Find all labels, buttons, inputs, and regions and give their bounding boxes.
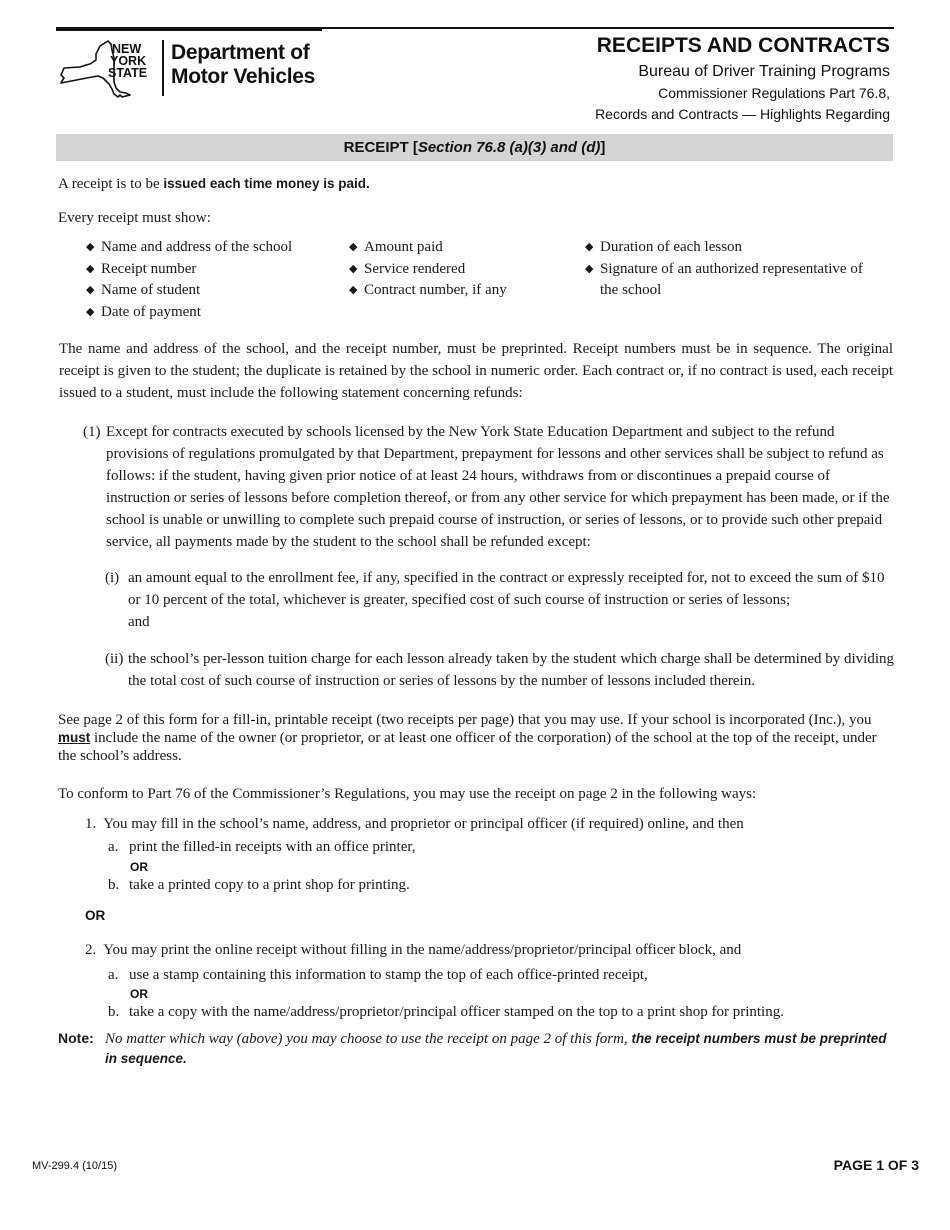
- document-header: [595, 33, 890, 125]
- list-item: [349, 280, 569, 302]
- diamond-bullet-icon: ◆: [585, 262, 594, 275]
- refund-exception-i: [105, 567, 895, 633]
- section-citation: Section 76.8 (a)(3) and (d): [417, 139, 601, 156]
- list-item: [86, 302, 326, 324]
- way-number: 1.: [85, 816, 97, 832]
- receipt-intro-text: A receipt is to be: [58, 176, 164, 192]
- logo-state-line: STATE: [108, 66, 148, 80]
- list-item-text-continued: the school: [600, 282, 662, 299]
- item-text: the school’s per-lesson tuition charge for each lesson already taken by the student which charge shall be determined by dividing the total cost of such course of instruction or series of lessons by the number of lessons included therein.: [128, 651, 895, 689]
- note-text: [105, 1029, 894, 1068]
- note-label: Note:: [58, 1030, 94, 1046]
- list-item: [585, 259, 885, 302]
- logo-divider: [162, 40, 164, 96]
- option-text: print the filled-in receipts with an office printer,: [129, 839, 416, 855]
- see-page-2-paragraph: [58, 711, 894, 765]
- note-italic-text: No matter which way (above) you may choose to use the receipt on page 2 of this form,: [105, 1031, 632, 1047]
- item-text: [128, 567, 895, 633]
- bullet-list-column-2: [349, 237, 569, 302]
- option-letter: a.: [108, 967, 119, 983]
- way-text: You may print the online receipt without filling in the name/address/proprietor/principal officer block, and: [103, 942, 742, 958]
- logo-dept-line: Department of: [171, 41, 310, 64]
- list-item-text: Name and address of the school: [101, 239, 293, 255]
- item-text: Except for contracts executed by schools licensed by the New York State Education Department and subject to the refund provisions of regulations promulgated by that Department, prepayment for lessons and other services shall be subject to refund as follows: if the student, having given prior notice of at least 24 hours, withdraws from or discontinues a prepaid course of instruction or series of lessons before completion thereof, or from any other service for which prepayment has been made, or if the school is unable or unwilling to complete such prepaid course of instruction, or series of lessons, or to provide such other prepaid service, all payments made by the student to the school shall be refunded except:: [106, 424, 890, 550]
- header-rule-thick: [56, 27, 322, 31]
- section-label: RECEIPT [: [343, 139, 418, 156]
- refund-statement-item-1: [83, 421, 895, 553]
- section-heading-receipt: [56, 134, 893, 161]
- or-separator: OR: [130, 987, 148, 1001]
- logo-state-line: YORK: [110, 54, 147, 68]
- way-text: You may fill in the school’s name, address, and proprietor or principal officer (if required) online, and then: [103, 816, 744, 832]
- list-item-text: Signature of an authorized representative of: [600, 260, 863, 277]
- emphasis-must: must: [58, 730, 91, 745]
- bureau-name: Bureau of Driver Training Programs: [638, 63, 890, 80]
- regulation-line: Commissioner Regulations Part 76.8,: [658, 85, 890, 101]
- regulation-line: Records and Contracts — Highlights Regarding: [595, 106, 890, 122]
- form-number: MV-299.4 (10/15): [32, 1160, 117, 1172]
- diamond-bullet-icon: ◆: [86, 241, 95, 253]
- logo-department-name: [171, 41, 315, 89]
- every-receipt-heading: Every receipt must show:: [58, 210, 211, 226]
- way-1-option-a: [108, 836, 416, 858]
- name-address-paragraph: The name and address of the school, and the receipt number, must be preprinted. Receipt numbers must be in sequence. The original receipt is given to the student; the duplicate is retained by the school in numeric order. Each contract or, if no contract is used, each receipt issued to a student, must include the following statement concerning refunds:: [59, 341, 893, 401]
- page-number: PAGE 1 OF 3: [833, 1157, 919, 1173]
- option-text: take a printed copy to a print shop for printing.: [129, 877, 410, 893]
- note-bold-text: the receipt numbers must be preprinted in sequence.: [105, 1031, 887, 1066]
- logo-dept-line: Motor Vehicles: [171, 65, 316, 88]
- list-item-text: Service rendered: [364, 260, 466, 277]
- header-rule-thin: [322, 27, 894, 29]
- diamond-bullet-icon: ◆: [86, 284, 95, 297]
- diamond-bullet-icon: ◆: [86, 262, 95, 275]
- or-separator-main: OR: [85, 908, 106, 923]
- diamond-bullet-icon: ◆: [349, 262, 358, 275]
- diamond-bullet-icon: ◆: [349, 241, 358, 253]
- way-2-option-b: [108, 1001, 784, 1023]
- list-item: [585, 237, 885, 259]
- diamond-bullet-icon: ◆: [86, 306, 95, 319]
- item-number: (ii): [105, 651, 124, 667]
- note-block: [58, 1029, 894, 1068]
- conform-paragraph: To conform to Part 76 of the Commissioner’s Regulations, you may use the receipt on page 2 in the following ways:: [58, 786, 757, 802]
- list-item-text: Name of student: [101, 282, 201, 299]
- item-number: (i): [105, 570, 120, 586]
- diamond-bullet-icon: ◆: [585, 241, 594, 253]
- bullet-list-column-3: [585, 237, 885, 302]
- way-1: [85, 813, 744, 835]
- receipt-intro-paragraph: [58, 173, 370, 195]
- document-title: RECEIPTS AND CONTRACTS: [596, 34, 890, 57]
- diamond-bullet-icon: ◆: [349, 284, 358, 297]
- list-item-text: Duration of each lesson: [600, 239, 743, 255]
- paragraph-text: See page 2 of this form for a fill-in, printable receipt (two receipts per page) that you may use. If your school is incorporated (Inc.), you: [58, 712, 872, 728]
- item-text-body: an amount equal to the enrollment fee, if any, specified in the contract or expressly receipted for, not to exceed the sum of $10 or 10 percent of the total, whichever is greater, specified cost of such course of instruction or series of lessons;: [128, 570, 885, 608]
- way-number: 2.: [85, 942, 97, 958]
- item-number: (1): [83, 424, 101, 440]
- list-item: [349, 259, 569, 281]
- option-text: take a copy with the name/address/proprietor/principal officer stamped on the top to a print shop for printing.: [129, 1004, 784, 1020]
- or-separator: OR: [130, 860, 148, 874]
- receipt-intro-bold: issued each time money is paid.: [163, 176, 370, 191]
- option-letter: a.: [108, 839, 119, 855]
- list-item: [86, 280, 326, 302]
- item-text-and: and: [128, 614, 150, 630]
- way-2: [85, 939, 741, 961]
- bullet-list-column-1: [86, 237, 326, 324]
- logo-state-text: [108, 42, 148, 80]
- paragraph-text: include the name of the owner (or proprietor, or at least one officer of the corporation) of the school at the top of the receipt, under the school’s address.: [58, 730, 877, 764]
- option-letter: b.: [108, 877, 120, 893]
- list-item-text: Receipt number: [101, 260, 197, 277]
- logo-state-line: NEW: [112, 42, 142, 56]
- way-1-option-b: [108, 874, 410, 896]
- refund-exception-ii: [105, 648, 895, 692]
- list-item: [86, 259, 326, 281]
- way-2-option-a: [108, 964, 648, 986]
- list-item-text: Date of payment: [101, 304, 201, 321]
- list-item: [86, 237, 326, 259]
- option-letter: b.: [108, 1004, 120, 1020]
- list-item-text: Amount paid: [364, 239, 443, 255]
- dmv-logo: [56, 38, 326, 100]
- section-bracket: ]: [600, 139, 606, 156]
- option-text: use a stamp containing this information to stamp the top of each office-printed receipt,: [129, 967, 648, 983]
- list-item: [349, 237, 569, 259]
- list-item-text: Contract number, if any: [364, 282, 507, 299]
